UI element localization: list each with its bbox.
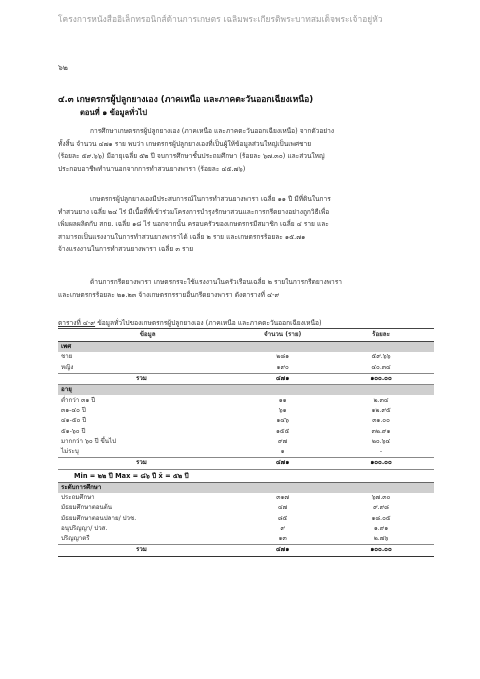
paragraph-1 [58,125,430,175]
subsection-title: ตอนที่ ๑ ข้อมูลทั่วไป [80,108,148,117]
table-row [58,395,434,405]
group-header-age [58,385,434,396]
row-count: ๒๘๑ [276,353,290,361]
paragraph-line: สามารถเป็นแรงงานในการทำสวนยางพาราได้ เฉลี่ย ๒ ราย และเกษตรกรร้อยละ ๑๕.๗๑ [58,232,306,241]
row-label: ปริญญาตรี [61,535,90,543]
row-percent: ๔๐.๓๔ [371,363,391,371]
table-row [58,406,434,416]
row-count: ๘๕ [277,514,288,522]
paragraph-3 [58,276,430,301]
age-summary-row [58,469,434,482]
paragraph-2 [58,193,430,256]
row-percent: ๑๘.๐๕ [371,514,391,522]
row-percent: ๒๐.๖๔ [371,437,391,445]
row-label: ๔๑-๕๐ ปี [61,417,87,425]
row-count: ๑ [280,448,285,456]
table-row [58,363,434,374]
row-label: ต่ำกว่า ๓๑ ปี [61,396,96,404]
table-row [58,513,434,523]
row-count: ๑๙๐ [276,363,289,371]
paragraph-line: ทำสวนยาง เฉลี่ย ๒๔ ไร่ มีเนื้อที่ที่เข้าร่วมโครงการบำรุงรักษาสวนและการกรีดยางอย่างถูกวิธีเพื่อ [58,207,330,216]
table-caption-text: ข้อมูลทั่วไปของเกษตรกรผู้ปลูกยางเอง (ภาคเหนือ และภาคตะวันออกเฉียงเหนือ) [95,319,322,327]
paragraph-line: เพิ่มผลผลิตกับ สกย. เฉลี่ย ๑๘ ไร่ นอกจากนั้น ครอบครัวของเกษตรกรมีสมาชิก เฉลี่ย ๔ ราย และ [58,220,329,229]
row-label: มากกว่า ๖๐ ปี ขึ้นไป [61,437,117,445]
total-count: ๔๗๑ [237,373,328,384]
row-percent: ๒.๓๔ [373,396,389,404]
total-percent: ๑๐๐.๐๐ [328,373,434,384]
row-label: ไม่ระบุ [61,448,79,456]
farmer-info-table [58,328,434,557]
total-count: ๔๗๑ [237,458,328,469]
header-percent: ร้อยละ [328,329,434,342]
page-header: โครงการหนังสืออิเล็กทรอนิกส์ด้านการเกษตร เฉลิมพระเกียรติพระบาทสมเด็จพระเจ้าอยู่หัว [58,14,383,24]
total-percent: ๑๐๐.๐๐ [328,458,434,469]
table-row [58,447,434,458]
row-count: ๖๑ [278,406,287,414]
table-row [58,437,434,447]
header-label: ข้อมูล [58,329,237,342]
row-count: ๔๗ [277,504,288,512]
table-row [58,503,434,513]
row-label: มัธยมศึกษาตอนปลาย/ ปวช. [61,514,137,522]
total-row [58,373,434,384]
row-label: ชาย [61,353,73,361]
table-caption-label: ตารางที่ ๔-๙ [58,319,96,327]
row-percent: ๑.๙๑ [373,524,389,532]
row-count: ๓๑๗ [276,494,290,501]
row-count: ๑๑ [278,396,287,404]
total-row [58,458,434,469]
table-row [58,352,434,362]
row-percent: ๓๒.๙๑ [371,427,391,435]
age-summary: Min = ๒๒ ปี Max = ๘๖ ปี x̄ = ๕๒ ปี [74,471,189,480]
row-percent: ๓๑.๐๐ [372,417,390,425]
row-count: ๑๔๖ [276,417,289,425]
row-label: ๓๑-๔๐ ปี [61,406,86,414]
paragraph-line: เกษตรกรผู้ปลูกยางเองมีประสบการณ์ในการทำสวนยางพารา เฉลี่ย ๑๑ ปี มีที่ดินในการ [90,195,331,203]
paragraph-line: และเกษตรกรร้อยละ ๒๑.๒๓ จ้างเกษตรกรรายอื่นกรีดยางพารา ดังตารางที่ ๔-๙ [58,290,280,299]
table-row [58,524,434,534]
row-percent: ๑๒.๙๕ [371,406,391,414]
total-count: ๔๗๑ [237,545,328,556]
row-label: ๕๑-๖๐ ปี [61,427,86,435]
row-label: หญิง [61,363,74,371]
paragraph-line: (ร้อยละ ๕๙.๖๖) มีอายุเฉลี่ย ๕๒ ปี จบการศึกษาชั้นประถมศึกษา (ร้อยละ ๖๗.๓๐) และส่วนใหญ่ [58,152,325,161]
total-row [58,545,434,556]
paragraph-line: ด้านการกรีดยางพารา เกษตรกรจะใช้แรงงานในครัวเรือนเฉลี่ย ๒ รายในการกรีดยางพารา [90,278,343,286]
header-count: จำนวน (ราย) [237,329,328,342]
table-row [58,416,434,426]
group-title: อายุ [58,385,434,396]
row-count: ๑๕๕ [275,427,290,435]
group-header-sex [58,342,434,353]
row-count: ๙๗ [278,437,288,445]
table-row [58,426,434,436]
page-number: ๖๒ [58,63,68,72]
table-row [58,493,434,503]
table-header-row [58,329,434,342]
group-header-education [58,482,434,493]
row-percent: - [379,448,383,456]
row-count: ๙ [280,524,285,532]
row-label: อนุปริญญา/ ปวส. [61,524,108,532]
table-row [58,534,434,545]
row-count: ๑๓ [278,535,287,543]
row-percent: ๒.๗๖ [373,535,389,543]
group-title: ระดับการศึกษา [58,482,434,493]
total-label: รวม [58,545,237,556]
row-percent: ๙.๙๘ [373,504,389,512]
section-title: ๔.๓ เกษตรกรผู้ปลูกยางเอง (ภาคเหนือ และภาคตะวันออกเฉียงเหนือ) [58,95,314,105]
paragraph-line: จ้างแรงงานในการทำสวนยางพารา เฉลี่ย ๓ ราย [58,245,194,254]
total-label: รวม [58,458,237,469]
table-caption [58,317,322,328]
group-title: เพศ [58,342,434,353]
paragraph-line: ประกอบอาชีพทำนานอกจากการทำสวนยางพารา (ร้อยละ ๔๕.๗๖) [58,164,246,173]
row-label: มัธยมศึกษาตอนต้น [61,504,112,512]
paragraph-line: ทั้งสิ้น จำนวน ๔๗๑ ราย พบว่า เกษตรกรผู้ปลูกยางเองที่เป็นผู้ให้ข้อมูลส่วนใหญ่เป็นเพศชาย [58,139,312,148]
total-label: รวม [58,373,237,384]
row-percent: ๖๗.๓๐ [371,494,391,501]
row-label: ประถมศึกษา [61,494,95,501]
paragraph-line: การศึกษาเกษตรกรผู้ปลูกยางเอง (ภาคเหนือ และภาคตะวันออกเฉียงเหนือ) จากตัวอย่าง [90,127,335,135]
row-percent: ๕๙.๖๖ [371,353,391,361]
total-percent: ๑๐๐.๐๐ [328,545,434,556]
